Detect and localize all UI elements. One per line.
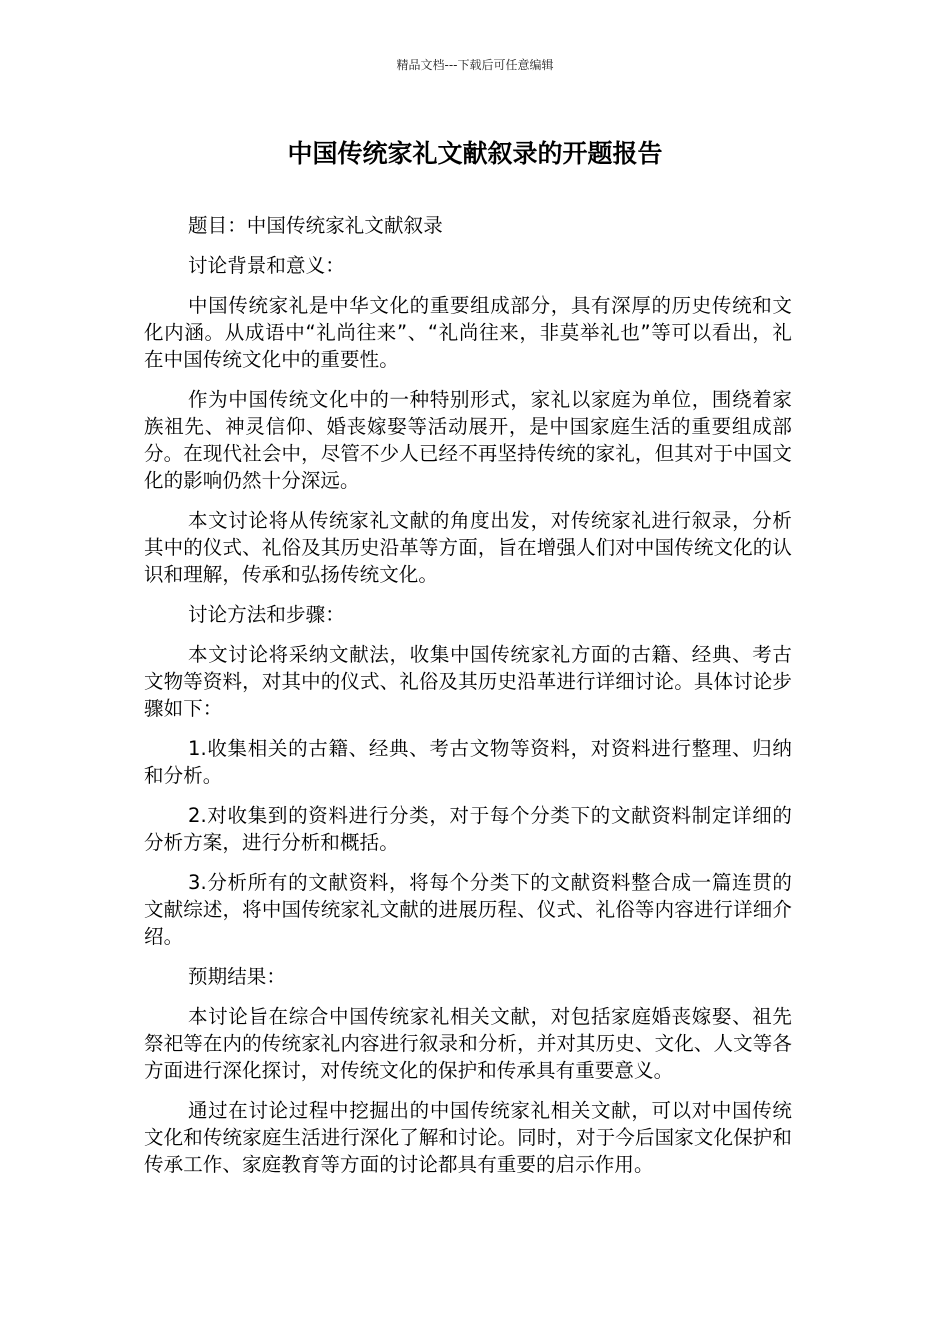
topic-line: 题目：中国传统家礼文献叙录 — [188, 214, 443, 237]
document-body — [144, 212, 792, 1191]
step-item: 2.对收集到的资料进行分类，对于每个分类下的文献资料制定详细的分析方案，进行分析和概括。 — [144, 804, 792, 854]
section-heading-results: 预期结果： — [188, 965, 287, 988]
step-item: 1.收集相关的古籍、经典、考古文物等资料，对资料进行整理、归纳和分析。 — [144, 737, 792, 787]
step-item: 3.分析所有的文献资料，将每个分类下的文献资料整合成一篇连贯的文献综述，将中国传统家礼文献的进展历程、仪式、礼俗等内容进行详细介绍。 — [144, 871, 792, 948]
body-paragraph: 通过在讨论过程中挖掘出的中国传统家礼相关文献，可以对中国传统文化和传统家庭生活进行深化了解和讨论。同时，对于今后国家文化保护和传承工作、家庭教育等方面的讨论都具有重要的启示作用。 — [144, 1099, 792, 1176]
section-heading-methods: 讨论方法和步骤： — [188, 603, 345, 626]
body-paragraph: 作为中国传统文化中的一种特别形式，家礼以家庭为单位，围绕着家族祖先、神灵信仰、婚丧嫁娶等活动展开，是中国家庭生活的重要组成部分。在现代社会中，尽管不少人已经不再坚持传统的家礼，但其对于中国文化的影响仍然十分深远。 — [144, 388, 792, 492]
section-heading-background: 讨论背景和意义： — [188, 254, 345, 277]
header-note: 精品文档---下载后可任意编辑 — [396, 58, 554, 72]
body-paragraph: 本讨论旨在综合中国传统家礼相关文献，对包括家庭婚丧嫁娶、祖先祭祀等在内的传统家礼内容进行叙录和分析，并对其历史、文化、人文等各方面进行深化探讨，对传统文化的保护和传承具有重要意义。 — [144, 1005, 792, 1082]
body-paragraph: 本文讨论将从传统家礼文献的角度出发，对传统家礼进行叙录，分析其中的仪式、礼俗及其历史沿革等方面，旨在增强人们对中国传统文化的认识和理解，传承和弘扬传统文化。 — [144, 509, 792, 586]
document-title: 中国传统家礼文献叙录的开题报告 — [287, 139, 663, 168]
body-paragraph: 本文讨论将采纳文献法，收集中国传统家礼方面的古籍、经典、考古文物等资料，对其中的仪式、礼俗及其历史沿革进行详细讨论。具体讨论步骤如下： — [144, 643, 792, 720]
body-paragraph: 中国传统家礼是中华文化的重要组成部分，具有深厚的历史传统和文化内涵。从成语中“礼尚往来”、“礼尚往来，非莫举礼也”等可以看出，礼在中国传统文化中的重要性。 — [144, 294, 792, 371]
